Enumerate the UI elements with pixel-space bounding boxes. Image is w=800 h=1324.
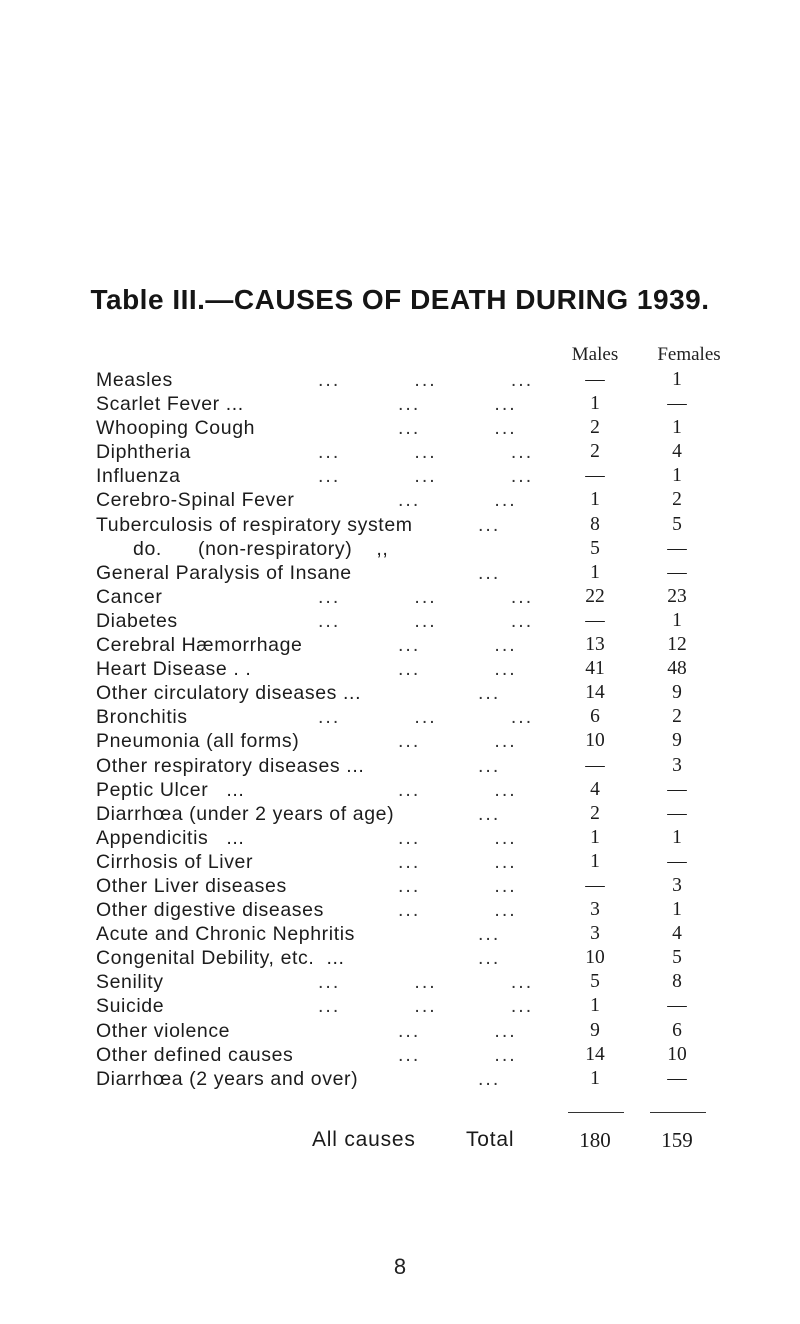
table-row xyxy=(0,464,800,488)
cause-label: Other violence xyxy=(96,1019,231,1042)
males-count: 8 xyxy=(590,513,600,535)
leader-dots: ... ... xyxy=(398,658,517,681)
females-count: 48 xyxy=(667,658,687,680)
cause-label: Senility xyxy=(96,971,164,994)
cause-label: Heart Disease . . xyxy=(96,658,252,681)
leader-dots: ... ... ... xyxy=(318,995,534,1018)
cause-label: Diabetes xyxy=(96,609,178,632)
leader-dots: ... ... xyxy=(398,1043,517,1066)
cause-label: Other respiratory diseases ... xyxy=(96,754,365,777)
leader-dots: ... ... ... xyxy=(318,609,534,632)
table-row xyxy=(0,1067,800,1091)
cause-label: Suicide xyxy=(96,995,165,1018)
males-count: — xyxy=(585,754,605,776)
females-count: — xyxy=(667,778,687,800)
males-count: 9 xyxy=(590,1019,600,1041)
males-count: 10 xyxy=(585,947,605,969)
males-count: 4 xyxy=(590,778,600,800)
females-count: — xyxy=(667,1067,687,1089)
leader-dots: ... ... ... xyxy=(318,585,534,608)
leader-dots: ... ... xyxy=(398,417,517,440)
table-row xyxy=(0,826,800,850)
table-row xyxy=(0,946,800,970)
total-label: Total xyxy=(466,1128,515,1151)
males-count: 14 xyxy=(585,682,605,704)
cause-label: Other Liver diseases xyxy=(96,874,287,897)
females-count: 6 xyxy=(672,1019,682,1041)
females-count: 1 xyxy=(672,369,682,390)
table-row xyxy=(0,609,800,633)
total-males: 180 xyxy=(579,1128,611,1152)
females-count: 5 xyxy=(672,947,682,969)
males-count: 1 xyxy=(590,561,600,583)
table-row xyxy=(0,633,800,657)
leader-dots: ... ... xyxy=(398,874,517,897)
table-row xyxy=(0,488,800,512)
females-count: — xyxy=(667,393,687,415)
leader-dots: ... ... xyxy=(398,899,517,922)
females-count: — xyxy=(667,995,687,1017)
table-row xyxy=(0,416,800,440)
cause-label: Diarrhœa (2 years and over) xyxy=(96,1067,359,1090)
table-row xyxy=(0,585,800,609)
table-row xyxy=(0,922,800,946)
leader-dots: ... ... xyxy=(398,1019,517,1042)
leader-dots: ... xyxy=(478,754,501,777)
cause-label: Scarlet Fever ... xyxy=(96,393,244,416)
males-count: 10 xyxy=(585,730,605,752)
cause-label: Bronchitis xyxy=(96,706,188,729)
females-count: 4 xyxy=(672,923,682,945)
cause-label: Cancer xyxy=(96,585,163,608)
leader-dots: ... ... xyxy=(398,730,517,753)
females-count: 12 xyxy=(667,634,687,656)
table-row xyxy=(0,1043,800,1067)
cause-label: Appendicitis ... xyxy=(96,826,245,849)
females-count: 10 xyxy=(667,1043,687,1065)
cause-label: Pneumonia (all forms) xyxy=(96,730,300,753)
males-count: 3 xyxy=(590,923,600,945)
leader-dots: ... xyxy=(478,1067,501,1090)
table-row xyxy=(0,802,800,826)
cause-label: Cerebro-Spinal Fever xyxy=(96,489,295,512)
males-count: 5 xyxy=(590,537,600,559)
leader-dots: ... ... xyxy=(398,778,517,801)
males-count: — xyxy=(585,609,605,631)
females-count: — xyxy=(667,537,687,559)
table-row xyxy=(0,657,800,681)
table-row xyxy=(0,754,800,778)
total-females: 159 xyxy=(661,1128,693,1152)
females-count: — xyxy=(667,802,687,824)
cause-label: Other circulatory diseases ... xyxy=(96,682,362,705)
cause-label: Tuberculosis of respiratory system xyxy=(96,513,413,536)
table-row xyxy=(0,874,800,898)
leader-dots: ... xyxy=(478,513,501,536)
cause-label: Influenza xyxy=(96,465,181,488)
females-count: 23 xyxy=(667,585,687,607)
table-row xyxy=(0,729,800,753)
table-row xyxy=(0,537,800,561)
table-row xyxy=(0,994,800,1018)
table-row xyxy=(0,513,800,537)
table-row xyxy=(0,681,800,705)
females-count: 3 xyxy=(672,754,682,776)
leader-dots: ... xyxy=(478,682,501,705)
table-row xyxy=(0,440,800,464)
males-count: 5 xyxy=(590,971,600,993)
table-row xyxy=(0,850,800,874)
females-count: — xyxy=(667,850,687,872)
cause-label: Cerebral Hæmorrhage xyxy=(96,634,303,657)
leader-dots: ... ... xyxy=(398,489,517,512)
females-count: 4 xyxy=(672,441,682,463)
females-count: — xyxy=(667,561,687,583)
table-title: Table III.—CAUSES OF DEATH DURING 1939. xyxy=(90,284,710,315)
females-count: 1 xyxy=(672,465,682,487)
females-count: 1 xyxy=(672,417,682,439)
females-count: 2 xyxy=(672,706,682,728)
leader-dots: ... ... ... xyxy=(318,465,534,488)
total-row-label: All causes xyxy=(312,1128,416,1151)
males-count: — xyxy=(585,465,605,487)
males-count: 2 xyxy=(590,417,600,439)
leader-dots: ... ... xyxy=(398,850,517,873)
cause-label: Acute and Chronic Nephritis xyxy=(96,923,355,946)
males-total-rule xyxy=(568,1112,624,1113)
males-count: 1 xyxy=(590,393,600,415)
table-row xyxy=(0,778,800,802)
females-count: 9 xyxy=(672,730,682,752)
table-row xyxy=(0,1019,800,1043)
males-count: — xyxy=(585,874,605,896)
cause-label: Other digestive diseases xyxy=(96,899,324,922)
leader-dots: ... xyxy=(478,802,501,825)
cause-label: do. (non-respiratory) ,, xyxy=(133,537,389,560)
cause-label: Congenital Debility, etc. ... xyxy=(96,947,345,970)
males-count: 22 xyxy=(585,585,605,607)
males-count: 3 xyxy=(590,899,600,921)
cause-label: Peptic Ulcer ... xyxy=(96,778,245,801)
males-count: 13 xyxy=(585,634,605,656)
males-count: 1 xyxy=(590,850,600,872)
table-row xyxy=(0,368,800,392)
females-count: 1 xyxy=(672,609,682,631)
leader-dots: ... xyxy=(478,923,501,946)
table-row xyxy=(0,705,800,729)
males-count: — xyxy=(585,369,605,390)
leader-dots: ... ... ... xyxy=(318,441,534,464)
males-count: 1 xyxy=(590,489,600,511)
males-count: 41 xyxy=(585,658,605,680)
females-total-rule xyxy=(650,1112,706,1113)
table-row xyxy=(0,392,800,416)
cause-label: Whooping Cough xyxy=(96,417,256,440)
females-count: 3 xyxy=(672,874,682,896)
females-count: 8 xyxy=(672,971,682,993)
leader-dots: ... xyxy=(478,561,501,584)
females-count: 1 xyxy=(672,899,682,921)
males-count: 1 xyxy=(590,1067,600,1089)
causes-table xyxy=(0,368,800,1091)
page-number: 8 xyxy=(393,1254,407,1279)
cause-label: Measles xyxy=(96,369,173,391)
table-row xyxy=(0,970,800,994)
females-count: 5 xyxy=(672,513,682,535)
females-count: 9 xyxy=(672,682,682,704)
cause-label: Other defined causes xyxy=(96,1043,294,1066)
cause-label: General Paralysis of Insane xyxy=(96,561,352,584)
leader-dots: ... ... xyxy=(398,634,517,657)
males-count: 1 xyxy=(590,995,600,1017)
males-count: 6 xyxy=(590,706,600,728)
cause-label: Cirrhosis of Liver xyxy=(96,850,254,873)
column-header-females: Females xyxy=(657,344,721,365)
females-count: 1 xyxy=(672,826,682,848)
leader-dots: ... ... ... xyxy=(318,369,534,391)
leader-dots: ... ... xyxy=(398,826,517,849)
males-count: 2 xyxy=(590,441,600,463)
leader-dots: ... ... ... xyxy=(318,706,534,729)
column-header-males: Males xyxy=(571,344,619,365)
table-row xyxy=(0,898,800,922)
males-count: 14 xyxy=(585,1043,605,1065)
table-row xyxy=(0,561,800,585)
leader-dots: ... ... ... xyxy=(318,971,534,994)
cause-label: Diphtheria xyxy=(96,441,191,464)
leader-dots: ... xyxy=(478,947,501,970)
females-count: 2 xyxy=(672,489,682,511)
leader-dots: ... ... xyxy=(398,393,517,416)
males-count: 2 xyxy=(590,802,600,824)
males-count: 1 xyxy=(590,826,600,848)
cause-label: Diarrhœa (under 2 years of age) xyxy=(96,802,395,825)
